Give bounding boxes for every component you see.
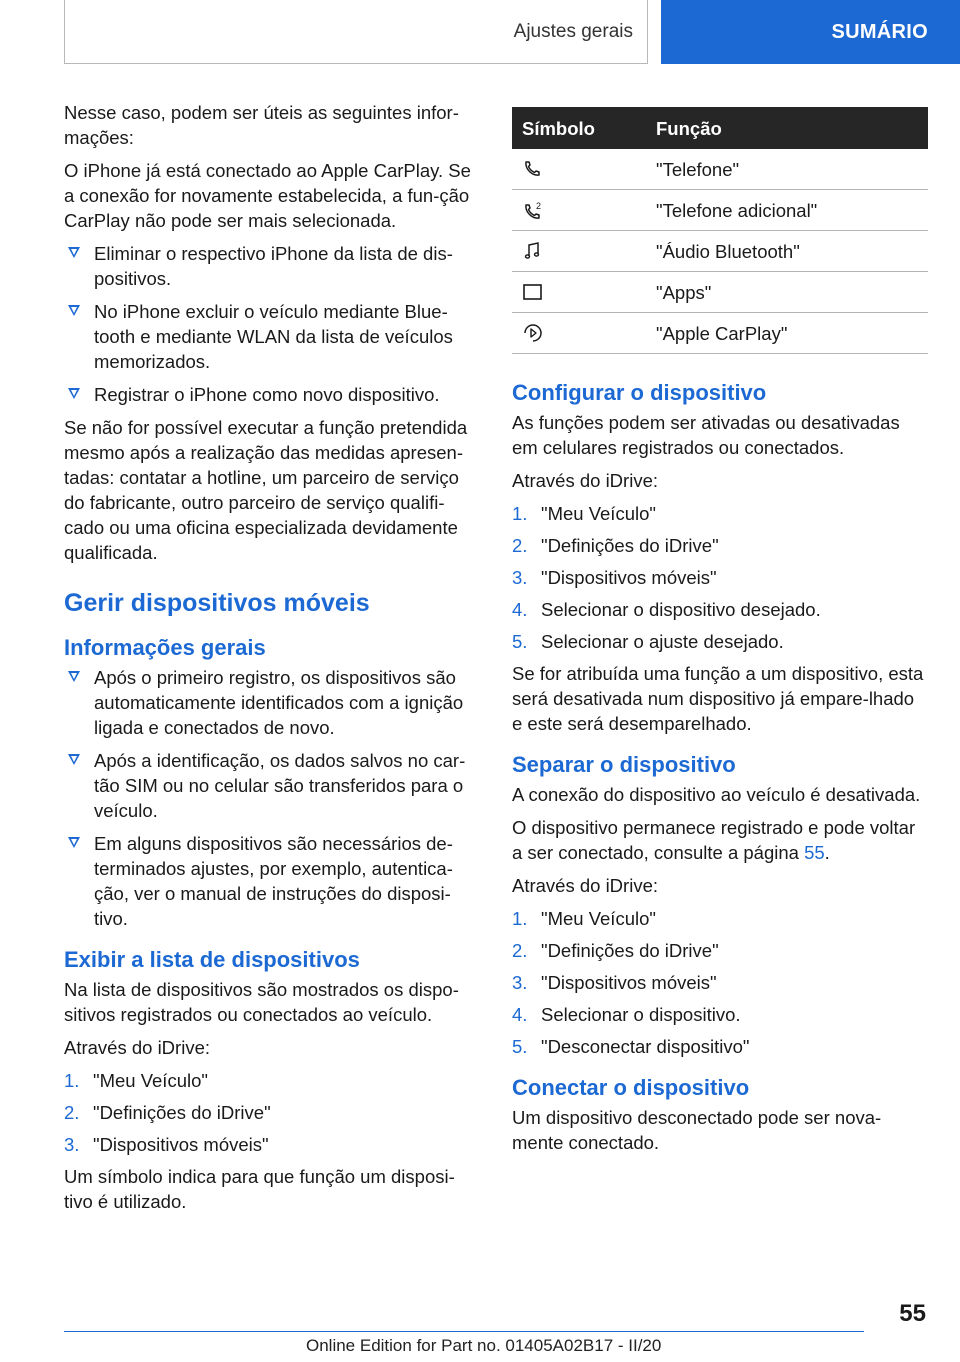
triangle-bullet-icon bbox=[68, 671, 80, 682]
heading-general-info: Informações gerais bbox=[64, 635, 266, 660]
triangle-bullet-icon bbox=[68, 754, 80, 765]
apps-icon bbox=[512, 272, 655, 313]
heading-separate-device: Separar o dispositivo bbox=[512, 752, 736, 777]
music-note-icon bbox=[512, 231, 655, 272]
section-header bbox=[64, 0, 648, 64]
footer-divider bbox=[64, 1331, 864, 1332]
step-item: 3. "Dispositivos móveis" bbox=[512, 972, 717, 993]
heading-connect-device: Conectar o dispositivo bbox=[512, 1075, 750, 1100]
general-info-list bbox=[64, 665, 476, 931]
function-cell: "Telefone adicional" bbox=[655, 190, 928, 231]
support-paragraph: Se não for possível executar a função pretendida mesmo após a realização das medidas apresen-tadas: contatar a hotline, um parceiro de serviço do fabricante, outro parceiro de serviço qualifi-cado ou uma oficina especializada devidamente qualificada. bbox=[64, 417, 468, 563]
step-item: 3. "Dispositivos móveis" bbox=[64, 1134, 269, 1155]
separate-paragraph-1: A conexão do dispositivo ao veículo é desativada. bbox=[512, 784, 921, 805]
column-header-symbol: Símbolo bbox=[512, 107, 655, 149]
function-cell: "Apps" bbox=[655, 272, 928, 313]
troubleshoot-list bbox=[64, 241, 476, 407]
via-idrive-label: Através do iDrive: bbox=[512, 470, 658, 491]
step-item: 2. "Definições do iDrive" bbox=[64, 1102, 271, 1123]
table-row bbox=[512, 231, 928, 272]
summary-tab-label: SUMÁRIO bbox=[831, 20, 928, 43]
triangle-bullet-icon bbox=[68, 388, 80, 399]
summary-tab[interactable] bbox=[661, 0, 960, 64]
right-column bbox=[512, 103, 928, 1163]
list-item: Após a identificação, os dados salvos no car-tão SIM ou no celular são transferidos para o veículo. bbox=[64, 748, 476, 823]
table-header-row bbox=[512, 107, 928, 149]
separate-paragraph-2: O dispositivo permanece registrado e pode voltar a ser conectado, consulte a página 55. bbox=[512, 817, 916, 863]
footer-edition: Online Edition for Part no. 01405A02B17 - II/20 bbox=[306, 1336, 662, 1355]
table-row bbox=[512, 313, 928, 354]
separate-steps bbox=[512, 906, 928, 1059]
intro-paragraph-2: O iPhone já está conectado ao Apple CarPlay. Se a conexão for novamente estabelecida, a fun-ção CarPlay não pode ser mais selecionada. bbox=[64, 160, 471, 231]
step-item: 1. "Meu Veículo" bbox=[64, 1070, 208, 1091]
triangle-bullet-icon bbox=[68, 837, 80, 848]
step-item: 1. "Meu Veículo" bbox=[512, 503, 656, 524]
heading-configure-device: Configurar o dispositivo bbox=[512, 380, 767, 405]
step-item: 2. "Definições do iDrive" bbox=[512, 535, 719, 556]
heading-device-list: Exibir a lista de dispositivos bbox=[64, 947, 360, 972]
symbol-table bbox=[512, 107, 928, 354]
table-row bbox=[512, 149, 928, 190]
step-item: 5. "Desconectar dispositivo" bbox=[512, 1036, 750, 1057]
function-cell: "Apple CarPlay" bbox=[655, 313, 928, 354]
list-item: Em alguns dispositivos são necessários de-terminados ajustes, por exemplo, autentica-ção, ver o manual de instruções do disposi-tivo. bbox=[64, 831, 476, 931]
list-item: Eliminar o respectivo iPhone da lista de dis-positivos. bbox=[64, 241, 476, 291]
config-steps bbox=[512, 501, 928, 654]
list-item: No iPhone excluir o veículo mediante Blue-tooth e mediante WLAN da lista de veículos memorizados. bbox=[64, 299, 476, 374]
device-list-steps bbox=[64, 1068, 476, 1157]
column-header-function: Função bbox=[655, 107, 928, 149]
table-row bbox=[512, 190, 928, 231]
heading-manage-devices: Gerir dispositivos móveis bbox=[64, 589, 370, 617]
triangle-bullet-icon bbox=[68, 305, 80, 316]
phone-icon bbox=[512, 149, 655, 190]
step-item: 1. "Meu Veículo" bbox=[512, 908, 656, 929]
section-title: Ajustes gerais bbox=[513, 20, 633, 42]
step-item: 2. "Definições do iDrive" bbox=[512, 940, 719, 961]
step-item: 5. Selecionar o ajuste desejado. bbox=[512, 631, 784, 652]
carplay-icon bbox=[512, 313, 655, 354]
phone-additional-icon bbox=[512, 190, 655, 231]
svg-text:2: 2 bbox=[536, 201, 542, 211]
device-list-paragraph: Na lista de dispositivos são mostrados os dispo-sitivos registrados ou conectados ao veículo. bbox=[64, 979, 459, 1025]
via-idrive-label: Através do iDrive: bbox=[64, 1037, 210, 1058]
step-item: 4. Selecionar o dispositivo. bbox=[512, 1004, 741, 1025]
left-column bbox=[64, 100, 476, 1222]
table-row bbox=[512, 272, 928, 313]
step-item: 4. Selecionar o dispositivo desejado. bbox=[512, 599, 821, 620]
triangle-bullet-icon bbox=[68, 247, 80, 258]
config-paragraph: As funções podem ser ativadas ou desativadas em celulares registrados ou conectados. bbox=[512, 412, 900, 458]
intro-paragraph-1: Nesse caso, podem ser úteis as seguintes infor-mações: bbox=[64, 102, 459, 148]
list-item: Registrar o iPhone como novo dispositivo. bbox=[64, 382, 476, 407]
symbol-paragraph: Um símbolo indica para que função um disposi-tivo é utilizado. bbox=[64, 1166, 455, 1212]
page-number: 55 bbox=[899, 1300, 926, 1327]
page-link[interactable]: 55 bbox=[804, 842, 825, 863]
list-item: Após o primeiro registro, os dispositivos são automaticamente identificados com a ignição ligada e conectados de novo. bbox=[64, 665, 476, 740]
function-cell: "Telefone" bbox=[655, 149, 928, 190]
step-item: 3. "Dispositivos móveis" bbox=[512, 567, 717, 588]
via-idrive-label: Através do iDrive: bbox=[512, 875, 658, 896]
connect-paragraph: Um dispositivo desconectado pode ser nova-mente conectado. bbox=[512, 1107, 882, 1153]
config-after-paragraph: Se for atribuída uma função a um dispositivo, esta será desativada num dispositivo já empare-lhado e este será desemparelhado. bbox=[512, 663, 924, 734]
function-cell: "Áudio Bluetooth" bbox=[655, 231, 928, 272]
